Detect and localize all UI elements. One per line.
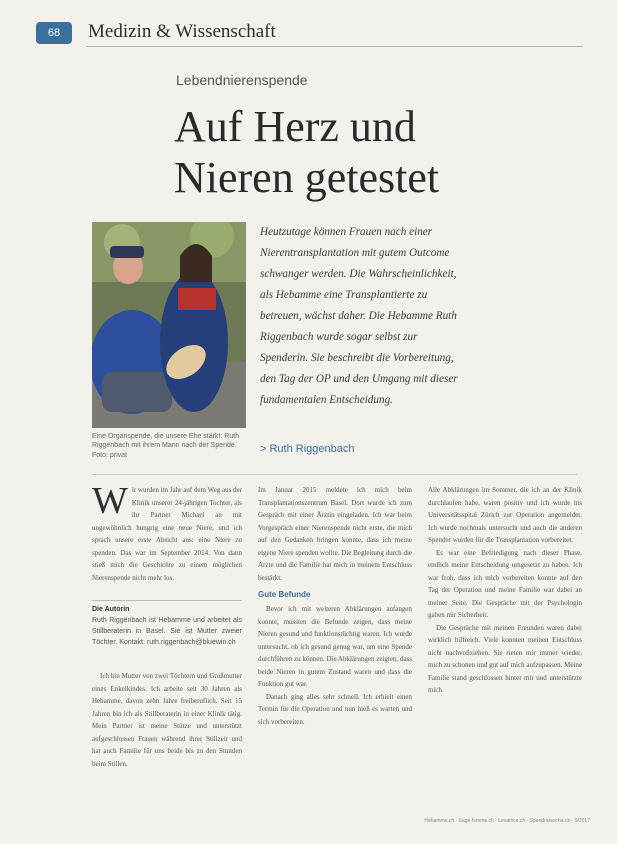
article-headline <box>174 102 594 203</box>
body-paragraph: Die Gespräche mit meinen Freunden waren dabei wirklich hilfreich. Viele konnten meinen Entschluss nicht nachvollziehen. Sie rieten mir immer wieder, mich zu schonen und gut auf mich aufzupassen. Meine Familie stand geschlossen hinter mir und unterstützte mich. <box>428 623 582 694</box>
page-header <box>0 18 617 48</box>
subheading: Gute Befunde <box>258 590 311 599</box>
lead-divider <box>92 474 577 475</box>
article-author: > Ruth Riggenbach <box>260 443 355 455</box>
body-paragraph: Bevor ich mit weiteren Abklärungen anfangen konnte, mussten die Befunde zeigen, dass meine Nieren gesund und funktionstüchtig waren. Ich wurde untersucht, ob ich gesund genug war, um eine Spende durchführen zu können. Die Abklärungen zeigten, dass beide Nieren in gutem Zustand waren und dass die Funktion gut war. <box>258 605 412 688</box>
infobox-title: Die Autorin <box>92 606 130 613</box>
body-paragraph: Es war eine Befriedigung nach dieser Phase, endlich meine Entscheidung umgesetzt zu haben. Ich war froh, dass ich mich vorbereiten konnte auf den Tag der Operation und meine Familie war dabei an meiner Seite. Die Gespräche mit der Psychologin gaben mir Sicherheit. <box>428 548 582 619</box>
body-column-1 <box>92 480 242 770</box>
body-paragraph: Alle Abklärungen im Sommer, die ich an der Klinik durchlaufen habe, waren positiv und ich wurde ins Universitätsspital Zürich zur Operation angemeldet. Ich wurde nochmals untersucht und auch die anderen Spender wurden für die Transplantation vorbereitet. <box>428 486 582 544</box>
paragraph-text: ir wurden im Jahr auf dem Weg aus der Klinik unserer 24-jährigen Tochter, als ihr Partner Michael an mit ungewöhnlich hungrig eine neue Niere, und ich sprach unsere erste Absicht aus: eine Niere zu spenden. Das war im September 2014. Von dann stieß mich die Geschichte zu einem möglichen Nierenspende nicht mehr los. <box>92 486 242 582</box>
article-photo <box>92 222 246 428</box>
article-lead: Heutzutage können Frauen nach einer Nierentransplantation mit gutem Outcome schwanger werden. Die Wahrscheinlichkeit, als Hebamme eine Transplantierte zu betreuen, wächst daher. Die Hebamme Ruth Riggenbach wurde sogar selbst zur Spenderin. Sie beschreibt die Vorbereitung, den Tag der OP und den Umgang mit dieser fundamentalen Entscheidung. <box>260 226 458 406</box>
headline-line-1: Auf Herz und <box>174 102 416 151</box>
body-column-3 <box>428 484 582 697</box>
body-paragraph: Im Januar 2015 meldete ich mich beim Transplantationszentrum Basel. Dort wurde ich zum Gespräch mit einer Ärztin eingeladen. Ich war beim Vorgespräch einer Nierenspende nicht erste, die mich auf den Gedanken bringen konnte, dass ich meine eigene Niere spenden wollte. Die Begleitung durch die Ärzte und die Familie hat mich in meinem Entschluss bestärkt. <box>258 486 412 582</box>
header-rule <box>86 46 583 47</box>
drop-cap: W <box>92 480 128 522</box>
headline-line-2: Nieren getestet <box>174 152 440 202</box>
section-title: Medizin & Wissenschaft <box>88 21 276 42</box>
body-paragraph: Danach ging alles sehr schnell. Ich erhielt einen Termin für die Operation und nun hieß es warten und sich vorbereiten. <box>258 692 412 726</box>
page-footer: Hebamme.ch · Sage-femme.ch · Levatrice.ch · Spendrarescha.ch · 9/2017 <box>424 818 590 824</box>
infobox-text: Ruth Riggenbach ist Hebamme und arbeitet als Stillberaterin in Basel. Sie ist Mutter zweier Töchter. Kontakt: ruth.riggenbach@bluewin.ch <box>92 617 242 646</box>
body-paragraph <box>92 480 242 584</box>
article-overline: Lebendnierenspende <box>176 72 308 88</box>
photo-caption: Eine Organspende, die unsere Ehe stärkt: Ruth Riggenbach mit ihrem Mann nach der Spende. Foto: privat <box>92 433 240 459</box>
body-column-2 <box>258 484 412 728</box>
author-infobox <box>92 600 242 648</box>
body-paragraph: Ich bin Mutter von zwei Töchtern und Großmutter eines Enkelkindes. Ich arbeite seit 30 Jahren als Hebamme, davon zehn Jahre freiberuflich. Seit 15 Jahren bin ich als Stillberaterin in einer Klinik tätig. Mein Partner ist meine Stütze und unterstützt aufgeschlossen Frauen während ihrer Stillzeit und hat auch Familie für uns beide bis zu den Stunden beim Stillen. <box>92 672 242 768</box>
page-number: 68 <box>36 22 72 44</box>
